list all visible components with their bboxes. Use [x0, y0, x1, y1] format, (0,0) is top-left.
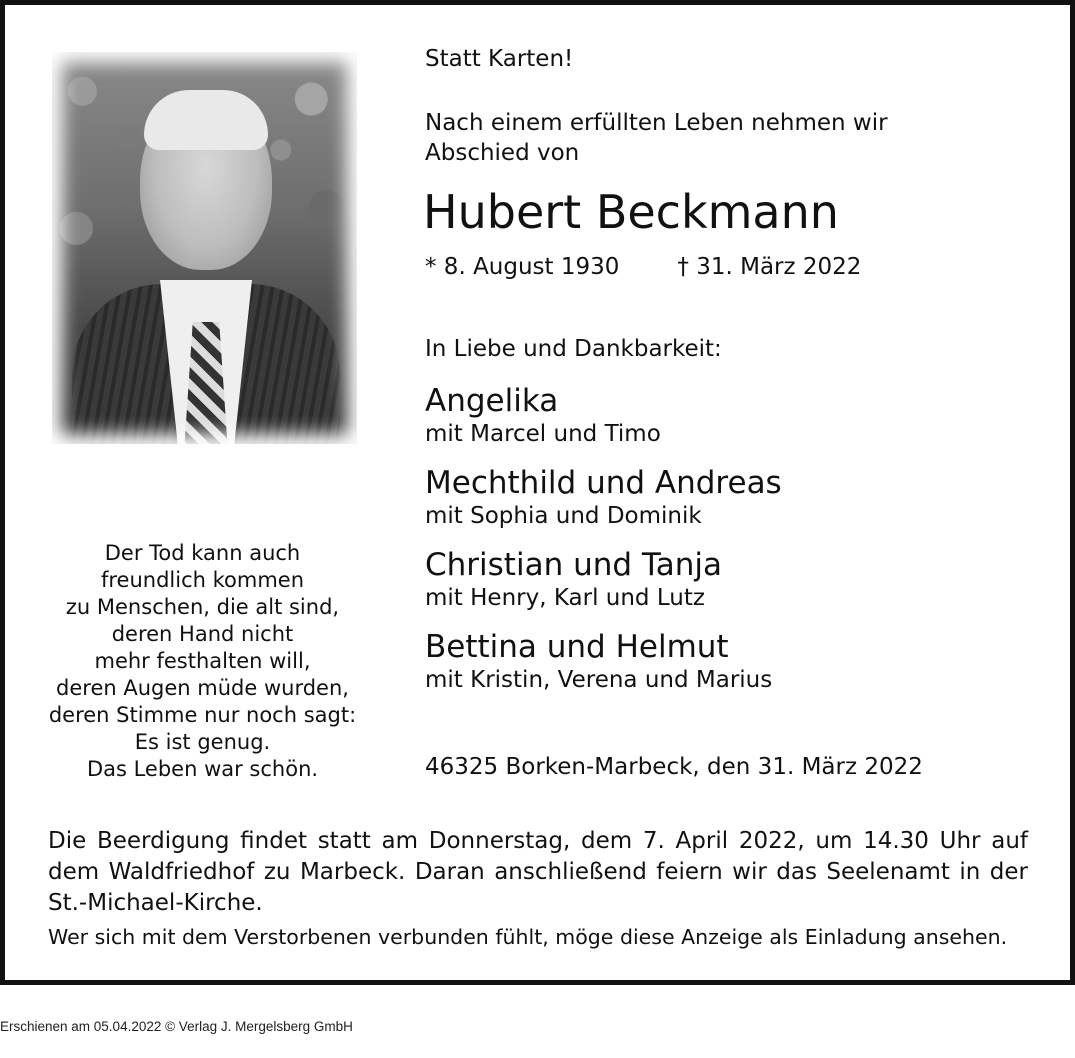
poem-line: Es ist genug.: [134, 730, 271, 754]
poem-line: mehr festhalten will,: [94, 649, 311, 673]
life-dates: [425, 252, 861, 282]
poem-line: Das Leben war schön.: [86, 757, 319, 781]
portrait-photo: [52, 52, 357, 444]
poem-line: zu Menschen, die alt sind,: [65, 595, 340, 619]
family-name: Bettina und Helmut: [425, 629, 729, 665]
funeral-line: dem Waldfriedhof zu Marbeck. Daran anschließend feiern wir das Seelenamt in der: [48, 859, 1028, 885]
birth-date: * 8. August 1930: [425, 254, 620, 280]
family-entry: [425, 464, 782, 530]
intro-text: [425, 108, 888, 168]
poem-line: Der Tod kann auch: [104, 541, 301, 565]
family-list: [425, 382, 782, 710]
publication-credit: Erschienen am 05.04.2022 © Verlag J. Mergelsberg GmbH: [0, 1019, 353, 1034]
invitation-note: Wer sich mit dem Verstorbenen verbunden fühlt, möge diese Anzeige als Einladung ansehen.: [48, 925, 1008, 949]
intro-line: Abschied von: [425, 140, 580, 166]
photo-hair: [144, 90, 268, 150]
poem-line: deren Hand nicht: [111, 622, 294, 646]
poem: [30, 540, 375, 783]
poem-line: deren Augen müde wurden,: [56, 676, 349, 700]
family-children: mit Kristin, Verena und Marius: [425, 667, 773, 693]
family-name: Angelika: [425, 383, 559, 419]
family-name: Mechthild und Andreas: [425, 465, 782, 501]
poem-line: freundlich kommen: [100, 568, 305, 592]
family-entry: [425, 628, 782, 694]
thanks-heading: In Liebe und Dankbarkeit:: [425, 336, 722, 362]
family-children: mit Marcel und Timo: [425, 421, 661, 447]
family-children: mit Henry, Karl und Lutz: [425, 585, 705, 611]
death-date: † 31. März 2022: [677, 254, 862, 280]
family-entry: [425, 382, 782, 448]
family-name: Christian und Tanja: [425, 547, 722, 583]
funeral-line: St.-Michael-Kirche.: [48, 890, 263, 916]
statt-karten-heading: Statt Karten!: [425, 46, 574, 72]
deceased-name: Hubert Beckmann: [423, 185, 839, 239]
poem-line: deren Stimme nur noch sagt:: [48, 703, 357, 727]
funeral-info: [48, 826, 1028, 919]
place-and-date: 46325 Borken-Marbeck, den 31. März 2022: [425, 754, 923, 780]
intro-line: Nach einem erfüllten Leben nehmen wir: [425, 110, 888, 136]
family-children: mit Sophia und Dominik: [425, 503, 702, 529]
funeral-line: Die Beerdigung findet statt am Donnerstag, dem 7. April 2022, um 14.30 Uhr auf: [48, 828, 1028, 854]
family-entry: [425, 546, 782, 612]
